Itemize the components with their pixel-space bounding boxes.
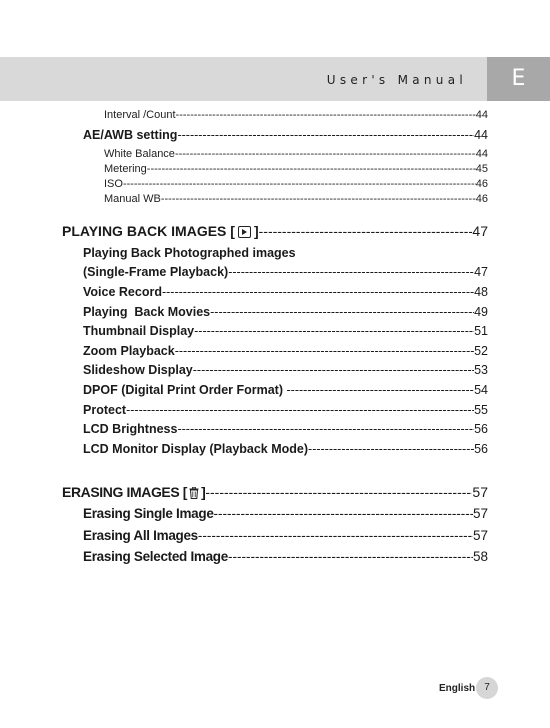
toc-entry-thumbnail-display: Thumbnail Display ----- 51 (83, 324, 488, 338)
toc-entry-erasing-single-image: Erasing Single Image ----- 57 (83, 506, 488, 521)
toc-entry-interval-count: Interval /Count ----- 44 (104, 109, 488, 121)
header-band (0, 57, 550, 101)
toc-entry-white-balance: White Balance ----- 44 (104, 148, 488, 160)
toc-entry-single-frame-playback: (Single-Frame Playback) ----- 47 (83, 265, 488, 279)
toc-entry-metering: Metering ----- 45 (104, 163, 488, 175)
toc-entry-playing-back-photographed: Playing Back Photographed images (83, 246, 296, 260)
manual-title: User's Manual (326, 73, 467, 87)
trash-icon (189, 487, 199, 499)
toc-section-playing-back-images: PLAYING BACK IMAGES [ ] ----- 47 (62, 223, 488, 239)
toc-section-erasing-images: ERASING IMAGES [ ] ----- 57 (62, 484, 488, 500)
toc-entry-voice-record: Voice Record ----- 48 (83, 285, 488, 299)
page-number-badge: 7 (476, 677, 498, 699)
toc-entry-erasing-all-images: Erasing All Images ----- 57 (83, 528, 488, 543)
toc-entry-lcd-brightness: LCD Brightness ----- 56 (83, 422, 488, 436)
toc-entry-slideshow-display: Slideshow Display ----- 53 (83, 363, 488, 377)
footer-language: English (439, 683, 476, 694)
toc-entry-iso: ISO ----- 46 (104, 178, 488, 190)
toc-entry-manual-wb: Manual WB ----- 46 (104, 193, 488, 205)
language-tab: E (487, 57, 550, 101)
toc-entry-zoom-playback: Zoom Playback ----- 52 (83, 344, 488, 358)
toc-entry-lcd-monitor-display: LCD Monitor Display (Playback Mode) ----- 56 (83, 442, 488, 456)
play-icon (238, 226, 251, 238)
toc-entry-dpof: DPOF (Digital Print Order Format) ----- 54 (83, 383, 488, 397)
toc-entry-ae-awb-setting: AE/AWB setting ----- 44 (83, 128, 488, 142)
toc-entry-erasing-selected-image: Erasing Selected Image ----- 58 (83, 549, 488, 564)
toc-entry-playing-back-movies: Playing Back Movies ----- 49 (83, 305, 488, 319)
toc-entry-protect: Protect ----- 55 (83, 403, 488, 417)
